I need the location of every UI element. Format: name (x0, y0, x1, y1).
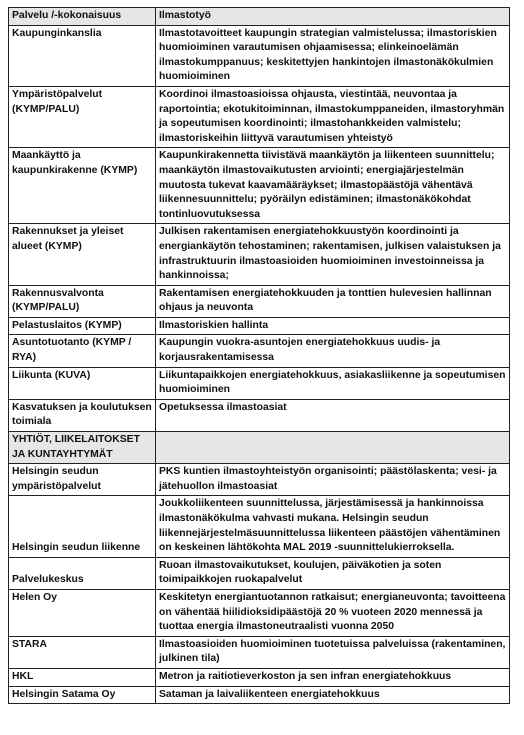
table-row (9, 399, 510, 431)
table-row (9, 86, 510, 147)
unit-cell: Rakennusvalvonta (KYMP/PALU) (9, 285, 156, 317)
work-cell: PKS kuntien ilmastoyhteistyön organisointi; päästölaskenta; vesi- ja jätehuollon ilmastoasiat (156, 464, 510, 496)
work-cell: Keskitetyn energiantuotannon ratkaisut; energianeuvonta; tavoitteena on vähentää hiilidioksidipäästöjä 20 % vuoteen 2020 mennessä ja tuottaa energia ilmastoneutraalisti vuonna 2050 (156, 589, 510, 636)
unit-cell: Helsingin Satama Oy (9, 686, 156, 704)
unit-cell: Rakennukset ja yleiset alueet (KYMP) (9, 224, 156, 285)
work-cell: Rakentamisen energiatehokkuuden ja tonttien hulevesien hallinnan ohjaus ja neuvonta (156, 285, 510, 317)
section-empty-cell (156, 432, 510, 464)
table-row (9, 148, 510, 224)
work-cell: Koordinoi ilmastoasioissa ohjausta, viestintää, neuvontaa ja raportointia; ekotukitoiminnan, ilmastokumppaneiden, ilmastoryhmän ja sopeutumisen koordinointi; ilmastohankkeiden valmistelu; ilmastoriskeihin liittyvä varautumisen yhteistyö (156, 86, 510, 147)
header-cell-unit: Palvelu /-kokonaisuus (9, 8, 156, 26)
table-header-row (9, 8, 510, 26)
table-row (9, 464, 510, 496)
table-row (9, 686, 510, 704)
table-row (9, 317, 510, 335)
unit-cell: Helen Oy (9, 589, 156, 636)
unit-cell: STARA (9, 636, 156, 668)
unit-cell: Pelastuslaitos (KYMP) (9, 317, 156, 335)
table-row (9, 367, 510, 399)
unit-cell: HKL (9, 668, 156, 686)
work-cell: Kaupunkirakennetta tiivistävä maankäytön ja liikenteen suunnittelu; maankäytön ilmastovaikutusten arviointi; energiajärjestelmän muutosta tukevat kaavamääräykset; ilmastopäästöjä vähentävä liikennesuunnittelu; pyöräilyn edistäminen; ilmastonäkökohdat tontinluovutuksessa (156, 148, 510, 224)
work-cell: Ilmastoasioiden huomioiminen tuotetuissa palveluissa (rakentaminen, julkinen tila) (156, 636, 510, 668)
document-page (8, 7, 510, 704)
table-row (9, 557, 510, 589)
work-cell: Kaupungin vuokra-asuntojen energiatehokkuus uudis- ja korjausrakentamisessa (156, 335, 510, 367)
table-row (9, 636, 510, 668)
unit-cell: Liikunta (KUVA) (9, 367, 156, 399)
climate-work-table (8, 7, 510, 704)
table-row (9, 335, 510, 367)
work-cell: Ilmastotavoitteet kaupungin strategian valmistelussa; ilmastoriskien huomioiminen varautumisen ohjaamisessa; elinkeinoelämän ilmastokumppanuus; keskitettyjen hankintojen ilmastonäkökulmien huomioiminen (156, 25, 510, 86)
unit-cell: Kaupunginkanslia (9, 25, 156, 86)
unit-cell: Helsingin seudun ympäristöpalvelut (9, 464, 156, 496)
work-cell: Metron ja raitiotieverkoston ja sen infran energiatehokkuus (156, 668, 510, 686)
section-title: YHTIÖT, LIIKELAITOKSET JA KUNTAYHTYMÄT (9, 432, 156, 464)
work-cell: Ruoan ilmastovaikutukset, koulujen, päiväkotien ja soten toimipaikkojen ruokapalvelut (156, 557, 510, 589)
work-cell: Sataman ja laivaliikenteen energiatehokkuus (156, 686, 510, 704)
table-row (9, 589, 510, 636)
header-cell-work: Ilmastotyö (156, 8, 510, 26)
unit-cell: Maankäyttö ja kaupunkirakenne (KYMP) (9, 148, 156, 224)
work-cell: Opetuksessa ilmastoasiat (156, 399, 510, 431)
table-row (9, 496, 510, 557)
work-cell: Liikuntapaikkojen energiatehokkuus, asiakasliikenne ja sopeutumisen huomioiminen (156, 367, 510, 399)
unit-cell: Asuntotuotanto (KYMP / RYA) (9, 335, 156, 367)
table-row (9, 668, 510, 686)
unit-cell: Palvelukeskus (9, 557, 156, 589)
table-row (9, 285, 510, 317)
work-cell: Joukkoliikenteen suunnittelussa, järjestämisessä ja hankinnoissa ilmastonäkökulma vahvasti mukana. Helsingin seudun liikennejärjestelmäsuunnittelussa liikenteen päästöjen vähentäminen on keskeinen lähtökohta MAL 2019 -suunnittelukierroksella. (156, 496, 510, 557)
section-header-row (9, 432, 510, 464)
unit-cell: Helsingin seudun liikenne (9, 496, 156, 557)
table-row (9, 25, 510, 86)
table-row (9, 224, 510, 285)
work-cell: Julkisen rakentamisen energiatehokkuustyön koordinointi ja energiankäytön tehostaminen; rakentamisen, julkisen valaistuksen ja infrastruktuurin ilmastoasioiden huomioiminen investoinneissa ja hankinnoissa; (156, 224, 510, 285)
work-cell: Ilmastoriskien hallinta (156, 317, 510, 335)
unit-cell: Kasvatuksen ja koulutuksen toimiala (9, 399, 156, 431)
unit-cell: Ympäristöpalvelut (KYMP/PALU) (9, 86, 156, 147)
